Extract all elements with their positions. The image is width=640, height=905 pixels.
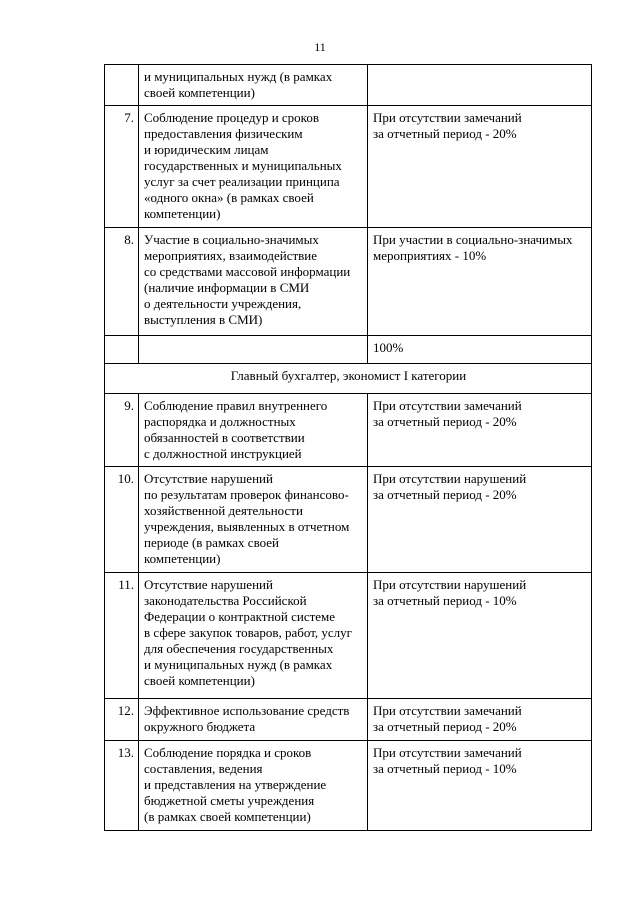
condition-text: При участии в социально-значимых мероприятиях - 10% xyxy=(368,228,592,336)
section-header-row xyxy=(105,364,592,394)
row-number: 13. xyxy=(105,741,139,831)
criterion-text: Соблюдение правил внутреннего распорядка и должностных обязанностей в соответствии с должностной инструкцией xyxy=(139,394,368,467)
table-row xyxy=(105,741,592,831)
row-number: 11. xyxy=(105,573,139,699)
table-row xyxy=(105,228,592,336)
table-row xyxy=(105,106,592,228)
condition-text xyxy=(368,65,592,106)
row-number xyxy=(105,336,139,364)
criterion-text: Соблюдение процедур и сроков предоставления физическим и юридическим лицам государственных и муниципальных услуг за счет реализации принципа «одного окна» (в рамках своей компетенции) xyxy=(139,106,368,228)
criterion-text: и муниципальных нужд (в рамках своей компетенции) xyxy=(139,65,368,106)
criterion-text: Участие в социально-значимых мероприятиях, взаимодействие со средствами массовой информации (наличие информации в СМИ о деятельности учреждения, выступления в СМИ) xyxy=(139,228,368,336)
condition-text: При отсутствии замечаний за отчетный период - 20% xyxy=(368,394,592,467)
condition-text: При отсутствии замечаний за отчетный период - 20% xyxy=(368,699,592,741)
page-number: 11 xyxy=(314,40,326,54)
row-number: 9. xyxy=(105,394,139,467)
criteria-table xyxy=(104,64,592,831)
criterion-text: Отсутствие нарушений по результатам проверок финансово- хозяйственной деятельности учреждения, выявленных в отчетном периоде (в рамках своей компетенции) xyxy=(139,467,368,573)
condition-text: При отсутствии нарушений за отчетный период - 20% xyxy=(368,467,592,573)
criterion-text: Соблюдение порядка и сроков составления, ведения и представления на утверждение бюджетной сметы учреждения (в рамках своей компетенции) xyxy=(139,741,368,831)
row-number xyxy=(105,65,139,106)
section-header: Главный бухгалтер, экономист I категории xyxy=(105,364,592,394)
condition-text: При отсутствии замечаний за отчетный период - 20% xyxy=(368,106,592,228)
row-number: 8. xyxy=(105,228,139,336)
criterion-text: Отсутствие нарушений законодательства Российской Федерации о контрактной системе в сфере закупок товаров, работ, услуг для обеспечения государственных и муниципальных нужд (в рамках своей компетенции) xyxy=(139,573,368,699)
table-row xyxy=(105,573,592,699)
condition-text: При отсутствии замечаний за отчетный период - 10% xyxy=(368,741,592,831)
condition-text: При отсутствии нарушений за отчетный период - 10% xyxy=(368,573,592,699)
criterion-text: Эффективное использование средств окружного бюджета xyxy=(139,699,368,741)
table-row xyxy=(105,699,592,741)
table-row xyxy=(105,336,592,364)
total-percent: 100% xyxy=(368,336,592,364)
row-number: 10. xyxy=(105,467,139,573)
criterion-text xyxy=(139,336,368,364)
row-number: 12. xyxy=(105,699,139,741)
table-row xyxy=(105,467,592,573)
table-row xyxy=(105,65,592,106)
table-row xyxy=(105,394,592,467)
row-number: 7. xyxy=(105,106,139,228)
